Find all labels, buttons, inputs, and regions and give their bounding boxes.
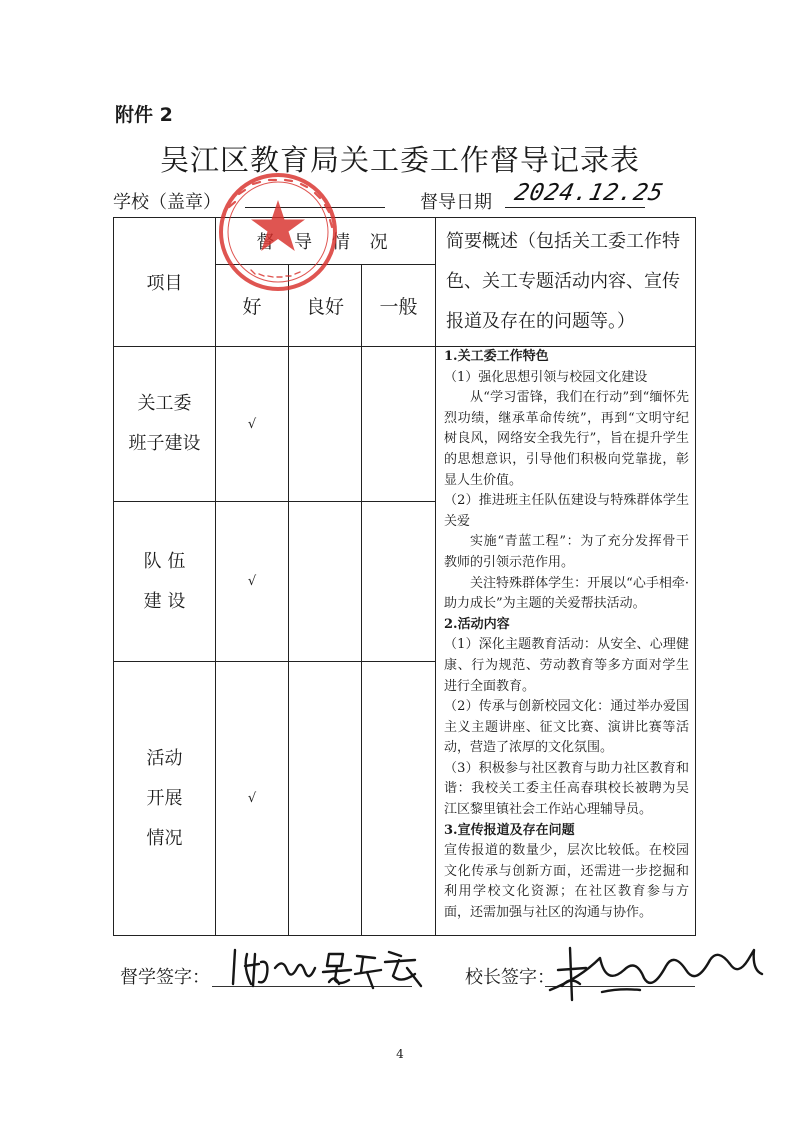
row-team-building: 队 伍 建 设 — [114, 502, 216, 662]
supervisor-signature — [225, 944, 425, 992]
empty-cell — [362, 347, 436, 502]
empty-cell — [289, 662, 362, 936]
row-committee-building: 关工委 班子建设 — [114, 347, 216, 502]
supervision-date-label: 督导日期 — [420, 192, 492, 213]
supervisor-signature-label: 督学签字： — [120, 967, 210, 988]
check-mark-icon: √ — [216, 502, 289, 662]
empty-cell — [362, 502, 436, 662]
empty-cell — [289, 347, 362, 502]
supervision-date-value: 2024.12.25 — [512, 180, 667, 206]
empty-cell — [289, 502, 362, 662]
summary-header: 简要概述（包括关工委工作特色、关工专题活动内容、宣传报道及存在的问题等。） — [436, 218, 696, 347]
check-mark-icon: √ — [216, 662, 289, 936]
document-title: 吴江区教育局关工委工作督导记录表 — [159, 143, 640, 177]
school-seal-label: 学校（盖章） — [113, 192, 221, 213]
row-activities: 活动 开展 情况 — [114, 662, 216, 936]
principal-signature — [540, 930, 765, 1010]
summary-content: 1.关工委工作特色 （1）强化思想引领与校园文化建设 从“学习雷锋，我们在行动”到“缅怀先烈功绩，继承革命传统”，再到“文明守纪树良风，网络安全我先行”，旨在提升学生的思想意识，引导他们积极向党靠拢，彰显人生价值。 （2）推进班主任队伍建设与特殊群体学生关爱 实施“青蓝工程”：为了充分发挥骨干教师的引领示范作用。 关注特殊群体学生：开展以“心手相牵·助力成长”为主题的关爱帮扶活动。 2.活动内容 （1）深化主题教育活动：从安全、心理健康、行为规范、劳动教育等多方面对学生进行全面教育。 （2）传承与创新校园文化：通过举办爱国主义主题讲座、征文比赛、演讲比赛等活动，营造了浓厚的文化氛围。 （3）积极参与社区教育与助力社区教育和谐：我校关工委主任高春琪校长被聘为吴江区黎里镇社会工作站心理辅导员。 3.宣传报道及存在问题 宣传报道的数量少，层次比较低。在校园文化传承与创新方面，还需进一步挖掘和利用学校文化资源；在社区教育参与方面，还需加强与社区的沟通与协作。 — [436, 347, 696, 936]
supervision-date-line — [505, 207, 645, 208]
rating-good-header: 好 — [216, 265, 289, 347]
supervision-record-table — [113, 217, 696, 936]
page-number: 4 — [396, 1047, 404, 1061]
empty-cell — [362, 662, 436, 936]
attachment-label: 附件 2 — [115, 104, 173, 126]
rating-average-header: 一般 — [362, 265, 436, 347]
check-mark-icon: √ — [216, 347, 289, 502]
rating-fair-good-header: 良好 — [289, 265, 362, 347]
inspection-header: 督 导 情 况 — [216, 218, 436, 265]
school-seal-stamp — [203, 172, 353, 292]
principal-signature-label: 校长签字： — [465, 967, 555, 988]
item-header: 项目 — [114, 218, 216, 347]
